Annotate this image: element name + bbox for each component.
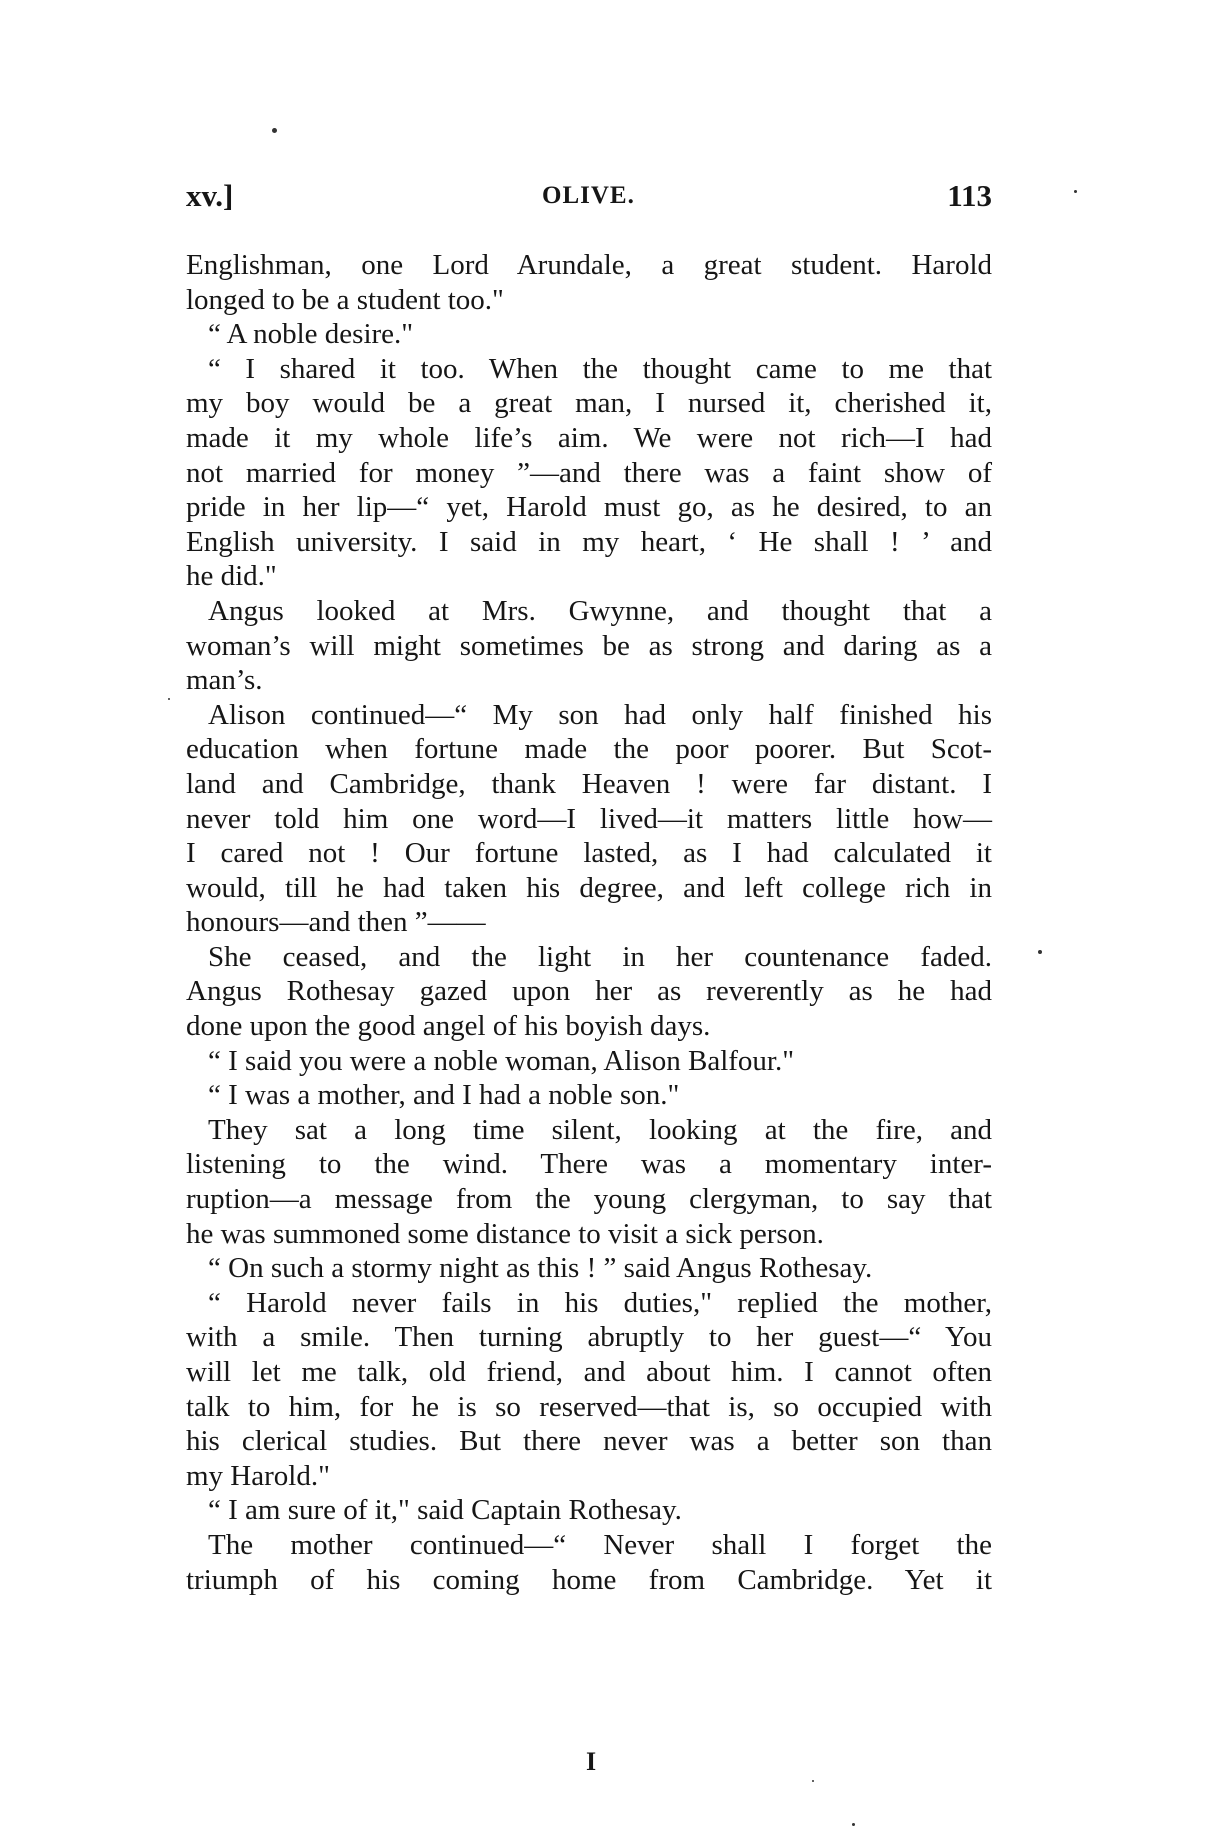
text-line: man’s. [186, 664, 263, 697]
text-line: land and Cambridge, thank Heaven ! were far distant. I [186, 767, 992, 800]
text-line: English university. I said in my heart, ‘ He shall ! ’ and [186, 525, 992, 558]
text-line: with a smile. Then turning abruptly to her guest—“ You [186, 1321, 992, 1354]
text-line: listening to the wind. There was a momentary inter- [186, 1148, 992, 1181]
text-line: She ceased, and the light in her countenance faded. [208, 940, 992, 973]
text-line: Angus Rothesay gazed upon her as reverently as he had [186, 975, 992, 1008]
running-header [186, 178, 992, 222]
running-title: OLIVE. [542, 182, 635, 209]
print-speck [272, 128, 277, 133]
text-line: honours—and then ”—— [186, 906, 486, 939]
body-text [186, 248, 992, 1597]
chapter-number: xv.] [186, 178, 234, 213]
text-line: “ I was a mother, and I had a noble son." [208, 1079, 680, 1112]
text-line: education when fortune made the poor poorer. But Scot- [186, 733, 992, 766]
text-line: he did." [186, 560, 277, 593]
text-line: I cared not ! Our fortune lasted, as I had calculated it [186, 837, 992, 870]
print-speck [1038, 950, 1042, 954]
text-line: his clerical studies. But there never was a better son than [186, 1425, 992, 1458]
text-line: my Harold." [186, 1459, 330, 1492]
text-line: Englishman, one Lord Arundale, a great student. Harold [186, 249, 992, 281]
text-line: would, till he had taken his degree, and left college rich in [186, 871, 992, 904]
text-line: “ On such a stormy night as this ! ” said Angus Rothesay. [208, 1252, 873, 1285]
text-line: The mother continued—“ Never shall I forget the [208, 1528, 992, 1561]
page-number: 113 [947, 178, 992, 213]
text-line: not married for money ”—and there was a faint show of [186, 456, 992, 489]
text-line: They sat a long time silent, looking at the fire, and [208, 1113, 992, 1146]
print-speck [812, 1780, 814, 1782]
text-line: ruption—a message from the young clergyman, to say that [186, 1183, 992, 1216]
text-line: “ A noble desire." [208, 318, 414, 351]
text-line: Angus looked at Mrs. Gwynne, and thought that a [208, 594, 992, 627]
text-line: “ Harold never fails in his duties," replied the mother, [208, 1286, 992, 1319]
text-line: longed to be a student too." [186, 283, 504, 316]
text-line: talk to him, for he is so reserved—that is, so occupied with [186, 1390, 992, 1423]
text-line: “ I said you were a noble woman, Alison Balfour." [208, 1044, 795, 1077]
text-line: never told him one word—I lived—it matters little how— [186, 802, 992, 835]
text-line: he was summoned some distance to visit a sick person. [186, 1217, 824, 1250]
print-speck [168, 698, 170, 700]
text-line: “ I shared it too. When the thought came to me that [208, 352, 992, 385]
text-line: done upon the good angel of his boyish days. [186, 1010, 711, 1043]
signature-mark: I [586, 1747, 597, 1776]
text-line: woman’s will might sometimes be as strong and daring as a [186, 629, 992, 662]
text-line: my boy would be a great man, I nursed it, cherished it, [186, 387, 992, 420]
text-line: made it my whole life’s aim. We were not rich—I had [186, 421, 992, 454]
text-line: will let me talk, old friend, and about him. I cannot often [186, 1356, 992, 1388]
text-line: pride in her lip—“ yet, Harold must go, as he desired, to an [186, 491, 992, 524]
text-line: triumph of his coming home from Cambridge. Yet it [186, 1563, 992, 1596]
text-line: “ I am sure of it," said Captain Rothesay. [208, 1494, 682, 1527]
text-line: Alison continued—“ My son had only half finished his [208, 698, 992, 731]
print-speck [1074, 190, 1077, 193]
